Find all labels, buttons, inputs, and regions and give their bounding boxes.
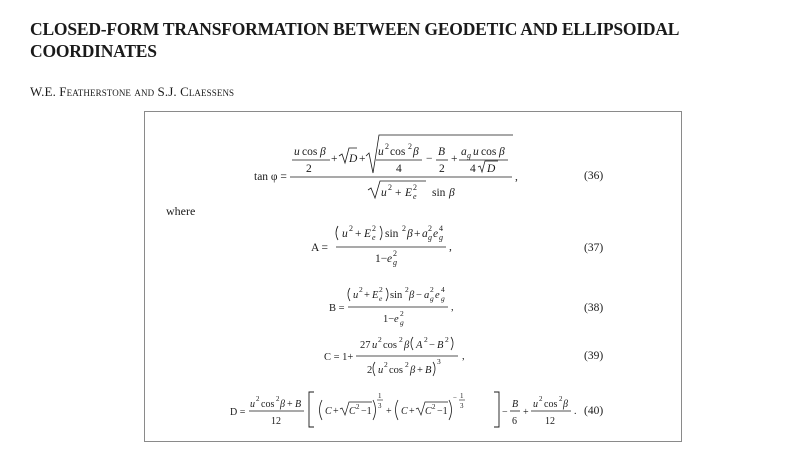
svg-text:2: 2 <box>306 163 312 175</box>
svg-text:u: u <box>381 187 387 199</box>
svg-text:2: 2 <box>393 249 397 258</box>
svg-text:2: 2 <box>276 395 280 403</box>
svg-text:sin: sin <box>390 290 403 301</box>
svg-text:+: + <box>331 153 338 165</box>
eq36-lhs: tan φ = <box>254 171 287 183</box>
svg-text:2: 2 <box>388 183 392 192</box>
eq40-lhs: D = <box>230 407 246 418</box>
equation-number-36: (36) <box>584 170 604 182</box>
svg-text:2: 2 <box>413 183 417 192</box>
svg-text:−1: −1 <box>361 406 372 417</box>
svg-text:β: β <box>563 399 568 410</box>
svg-text:B: B <box>438 146 446 158</box>
svg-text:g: g <box>441 294 445 303</box>
svg-text:2: 2 <box>385 142 389 151</box>
svg-text:E: E <box>372 290 379 301</box>
svg-text:a: a <box>461 146 467 158</box>
svg-text:3: 3 <box>460 402 464 410</box>
svg-text:1: 1 <box>378 392 382 400</box>
svg-text:2: 2 <box>405 360 409 369</box>
svg-text:−: − <box>416 290 422 301</box>
svg-text:3: 3 <box>378 402 382 410</box>
svg-text:e: e <box>394 314 399 325</box>
svg-text:u: u <box>342 228 348 240</box>
svg-text:D: D <box>349 153 358 165</box>
svg-text:C: C <box>349 406 356 417</box>
svg-text:+: + <box>451 153 458 165</box>
svg-text:+: + <box>409 406 415 417</box>
svg-text:g: g <box>467 151 471 160</box>
svg-text:−: − <box>429 340 435 351</box>
svg-text:u: u <box>378 146 384 158</box>
svg-text:,: , <box>515 171 518 183</box>
svg-text:A: A <box>416 340 423 351</box>
svg-text:4: 4 <box>441 285 445 294</box>
svg-text:u: u <box>353 290 359 301</box>
svg-text:u: u <box>250 399 255 410</box>
svg-text:2: 2 <box>428 224 432 233</box>
svg-text:12: 12 <box>545 416 555 427</box>
svg-text:cos: cos <box>544 399 558 410</box>
svg-text:2: 2 <box>372 224 376 233</box>
svg-text:−: − <box>426 153 433 165</box>
svg-text:β: β <box>407 228 413 240</box>
svg-text:+: + <box>523 407 529 418</box>
svg-text:2: 2 <box>405 285 409 294</box>
svg-text:2: 2 <box>445 335 449 344</box>
svg-text:e: e <box>387 253 393 265</box>
svg-text:−: − <box>502 407 508 418</box>
svg-text:D: D <box>487 163 496 175</box>
svg-text:4: 4 <box>470 163 476 175</box>
equation-box <box>144 111 682 442</box>
svg-text:C: C <box>325 406 332 417</box>
svg-text:+: + <box>359 153 366 165</box>
svg-text:cos: cos <box>383 340 397 351</box>
svg-text:sin: sin <box>432 187 446 199</box>
svg-text:u: u <box>473 146 479 158</box>
svg-text:C: C <box>425 406 432 417</box>
equation-number-38: (38) <box>584 302 604 314</box>
svg-text:2: 2 <box>408 142 412 151</box>
svg-text:3: 3 <box>437 357 441 366</box>
svg-text:β: β <box>320 146 326 158</box>
svg-text:2: 2 <box>367 365 373 376</box>
equation-number-37: (37) <box>584 242 604 254</box>
svg-text:+: + <box>417 365 423 376</box>
svg-text:cos: cos <box>261 399 275 410</box>
svg-text:1: 1 <box>460 392 464 400</box>
svg-text:.: . <box>574 406 577 417</box>
svg-text:2: 2 <box>379 285 383 294</box>
eq39-lhs: C = 1+ <box>324 352 354 363</box>
svg-text:,: , <box>462 351 465 362</box>
svg-text:4: 4 <box>396 163 402 175</box>
svg-text:2: 2 <box>399 335 403 344</box>
svg-text:1−: 1− <box>383 314 395 325</box>
svg-text:2: 2 <box>439 163 445 175</box>
svg-text:e: e <box>413 192 417 201</box>
paper-authors: W.E. Featherstone and S.J. Claessens <box>30 84 235 99</box>
svg-text:β: β <box>413 146 419 158</box>
where-label: where <box>166 204 196 218</box>
svg-text:cos: cos <box>389 365 403 376</box>
svg-text:+: + <box>364 290 370 301</box>
svg-text:B: B <box>512 399 519 410</box>
svg-text:6: 6 <box>512 416 517 427</box>
svg-text:u: u <box>378 365 384 376</box>
svg-text:+: + <box>386 406 392 417</box>
svg-text:B: B <box>437 340 444 351</box>
equation-number-39: (39) <box>584 350 604 362</box>
svg-text:2: 2 <box>359 285 363 294</box>
svg-text:2: 2 <box>400 309 404 318</box>
svg-text:,: , <box>449 241 452 253</box>
svg-text:4: 4 <box>439 224 443 233</box>
svg-text:2: 2 <box>378 335 382 344</box>
svg-text:C: C <box>401 406 408 417</box>
svg-text:2: 2 <box>559 395 563 403</box>
svg-text:cos: cos <box>302 146 318 158</box>
svg-text:E: E <box>405 187 413 199</box>
svg-text:E: E <box>364 228 372 240</box>
equation-number-40: (40) <box>584 405 604 417</box>
svg-text:g: g <box>439 233 443 242</box>
svg-text:+: + <box>355 228 362 240</box>
svg-text:2: 2 <box>402 224 406 233</box>
svg-text:+: + <box>333 406 339 417</box>
eq38-lhs: B = <box>329 303 345 314</box>
svg-text:cos: cos <box>390 146 406 158</box>
svg-text:β: β <box>404 340 410 351</box>
svg-text:e: e <box>372 233 376 242</box>
paper-title: CLOSED-FORM TRANSFORMATION BETWEEN GEODETIC AND ELLIPSOIDAL COORDINATES <box>30 19 679 61</box>
svg-text:e: e <box>379 294 383 303</box>
svg-text:β: β <box>499 146 505 158</box>
svg-text:a: a <box>424 290 430 301</box>
svg-text:27: 27 <box>360 340 371 351</box>
svg-text:β: β <box>280 399 285 410</box>
svg-text:−: − <box>453 394 457 402</box>
svg-text:g: g <box>393 258 397 267</box>
svg-text:2: 2 <box>424 335 428 344</box>
svg-text:B: B <box>425 365 432 376</box>
svg-text:+: + <box>287 399 293 410</box>
svg-text:2: 2 <box>430 285 434 294</box>
svg-text:sin: sin <box>385 228 399 240</box>
svg-text:−1: −1 <box>437 406 448 417</box>
svg-text:g: g <box>428 233 432 242</box>
svg-text:e: e <box>433 228 439 240</box>
svg-text:g: g <box>400 318 404 327</box>
svg-text:2: 2 <box>256 395 260 403</box>
svg-text:+: + <box>414 228 421 240</box>
svg-text:2: 2 <box>356 403 360 411</box>
svg-text:2: 2 <box>349 224 353 233</box>
eq37-lhs: A = <box>311 242 329 254</box>
svg-text:2: 2 <box>432 403 436 411</box>
svg-text:cos: cos <box>481 146 497 158</box>
svg-text:β: β <box>409 290 415 301</box>
svg-text:2: 2 <box>539 395 543 403</box>
svg-text:u: u <box>294 146 300 158</box>
svg-text:12: 12 <box>271 416 281 427</box>
svg-text:β: β <box>410 365 416 376</box>
svg-text:a: a <box>422 228 428 240</box>
svg-text:g: g <box>430 294 434 303</box>
svg-text:2: 2 <box>384 360 388 369</box>
svg-text:e: e <box>435 290 440 301</box>
svg-text:B: B <box>295 399 302 410</box>
svg-text:,: , <box>451 302 454 313</box>
svg-text:+: + <box>395 187 402 199</box>
svg-text:β: β <box>449 187 455 199</box>
svg-text:u: u <box>372 340 378 351</box>
svg-text:u: u <box>533 399 538 410</box>
svg-text:1−: 1− <box>375 253 388 265</box>
